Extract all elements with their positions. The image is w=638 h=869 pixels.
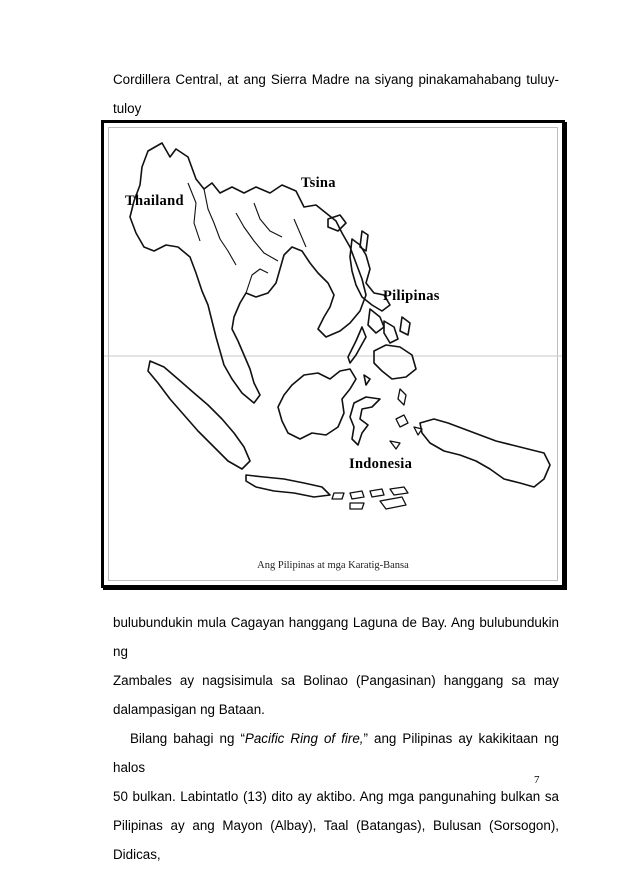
figure-caption: Ang Pilipinas at mga Karatig-Bansa [257,560,409,571]
java-island [246,475,330,497]
label-indonesia: Indonesia [349,456,413,472]
map-figure [101,120,565,588]
lesser-sunda-islands [332,487,408,509]
sulawesi-island [350,397,380,445]
borneo-island [278,369,356,439]
label-tsina: Tsina [301,175,336,191]
mainland-border-lines [188,183,306,293]
page-number: 7 [534,774,540,786]
intro-line-1: Cordillera Central, at ang Sierra Madre na siyang pinakamahabang tuluy-tuloy [113,72,559,116]
sumatra-island [148,361,250,469]
new-guinea-island [420,419,550,487]
body-line-1: bulubundukin mula Cagayan hanggang Laguna de Bay. Ang bulubundukin ng [113,615,559,659]
body-paragraph [113,608,559,869]
label-thailand: Thailand [125,193,184,209]
pacific-ring-of-fire-term: Pacific Ring of fire, [244,731,364,746]
body-line-4 [113,724,559,782]
body-line-4-start: Bilang bahagi ng “ [130,731,245,746]
body-line-3: dalampasigan ng Bataan. [113,702,265,717]
body-line-2: Zambales ay nagsisimula sa Bolinao (Pangasinan) hanggang sa may [113,673,559,688]
body-line-6: Pilipinas ay ang Mayon (Albay), Taal (Batangas), Bulusan (Sorsogon), Didicas, [113,818,559,862]
body-line-4-end: ” ang Pilipinas ay kakikitaan ng halos [113,731,559,775]
label-pilipinas: Pilipinas [383,288,440,304]
maluku-islands [390,389,422,449]
body-line-5: 50 bulkan. Labintatlo (13) dito ay aktibo. Ang mga pangunahing bulkan sa [113,789,559,804]
